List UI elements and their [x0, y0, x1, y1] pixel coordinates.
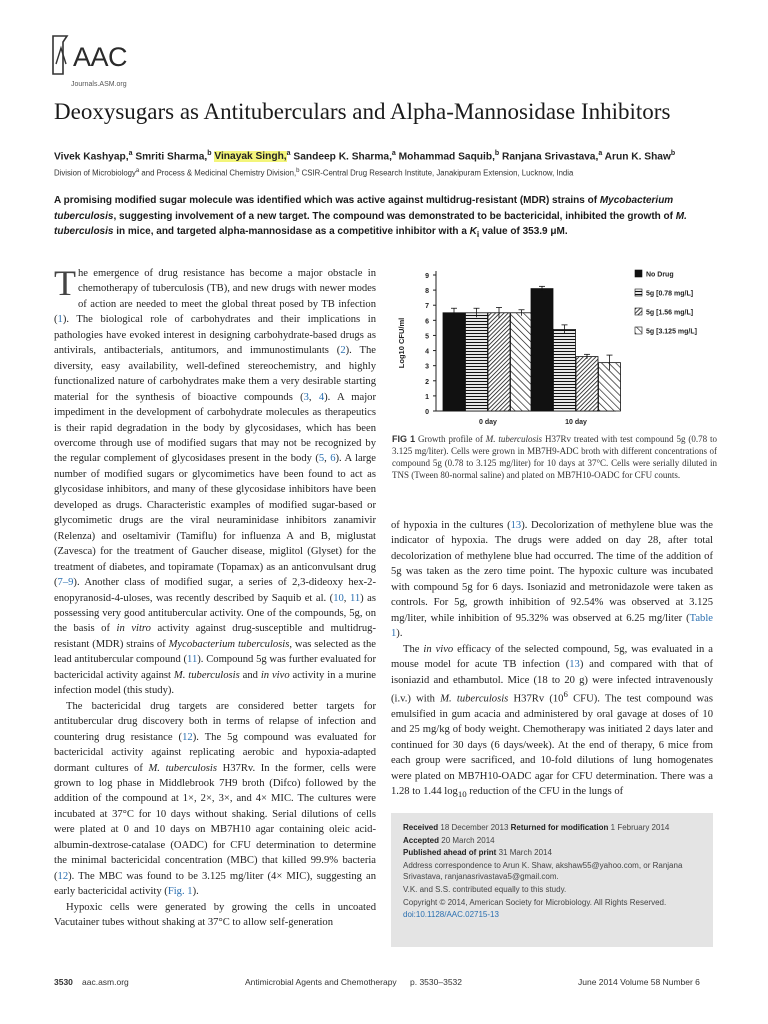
footer-journal: Antimicrobial Agents and Chemotherapy	[245, 977, 397, 987]
legend-label: No Drug	[646, 271, 674, 279]
paragraph: The emergence of drug resistance has become a major obstacle in chemotherapy of tuberculosis (TB), and new drugs with newer modes of action are needed to meet the global threat posed by TB infection (1). The biological role of carbohydrates and their implications in pathologies have evoked interest in designing carbohydrate-based drugs as antivirals, antibacterials, antitumors, and immunostimulants (2). The diversity, easy availability, well-defined stereochemistry, and highly functionalized nature of carbohydrates make them a very desirable starting material for the synthesis of bioactive compounds (3, 4). A major impediment in the development of carbohydrate molecules as therapeutics is their rapid degradation in the body by glycosidases, which has been overcome through use of modified sugars that may not be recognized by the regular complement of glycosidases present in the body (5, 6). A large number of modified sugars or glycomimetics have been found to act as glycosidase inhibitors, and many of these glycosidase inhibitors have been developed as drugs. Characteristic examples of modified sugar-based or glycomimetic drugs are the viral neuraminidase inhibitors zanamivir (Relenza) and oseltamivir (Tamiflu) for influenza A and B, miglustat (Zavesca) for the treatment of Gaucher disease, miglitol (Glyset) for the treatment of diabetes, and topiramate (Topamax) as an anticonvulsant drug (7–9). Another class of modified sugar, a series of 2,3-dideoxy hex-2-enopyranosid-4-uloses, was recently described by Saquib et al. (10, 11) as possessing very good antitubercular activity. One of the compounds, 5g, on the basis of in vitro activity against drug-susceptible and multidrug-resistant (MDR) strains of Mycobacterium tuberculosis, was selected as the lead antitubercular compound (11). Compound 5g was further evaluated for bactericidal activity against M. tuberculosis and in vivo activity in a murine infection model (this study).	[54, 263, 377, 697]
y-tick-label: 8	[425, 288, 429, 296]
ref-link[interactable]: 1	[57, 314, 63, 326]
copyright: Copyright © 2014, American Society for Microbiology. All Rights Reserved.	[403, 897, 667, 907]
ref-link[interactable]: 11	[187, 654, 198, 666]
bar	[443, 313, 465, 411]
abstract: A promising modified sugar molecule was identified which was active against multidrug-resistant (MDR) strains of Mycobacterium tuberculosis, suggesting involvement of a new target. The compound was demonstrated to be bactericidal, inhibited the growth of M. tuberculosis in mice, and targeted alpha-mannosidase as a competitive inhibitor with a $K_i$ value of 353.9 μM.	[54, 195, 687, 239]
ref-link[interactable]: 7–9	[57, 577, 74, 589]
legend-label: 5g [0.78 mg/L]	[646, 290, 694, 298]
paragraph: The in vivo efficacy of the selected compound, 5g, was evaluated in a mouse model for acute TB infection (13) and compared with that of isoniazid and ethambutol. Mice (18 to 20 g) were infected intravenously (i.v.) with M. tuberculosis H37Rv ($10^6$ CFU). The test compound was emulsified in gum acacia and administered by oral gavage at doses of 10 and 25 mg/kg of body weight. Chemotherapy was initiated 2 days later and continued for 30 days (6 days/week). At the end of therapy, 6 mice from each group were sacrificed, and 10-fold dilutions of lung homogenates were plated on MB7H10-OADC agar for CFU determination. There was a 1.28 to 1.44 $\log_{10}$ reduction of the CFU in the lungs of	[391, 643, 713, 800]
drop-cap: T	[54, 263, 76, 303]
x-tick-label: 10 day	[565, 419, 587, 426]
y-tick-label: 1	[425, 393, 429, 401]
footer-issue: June 2014 Volume 58 Number 6	[578, 977, 700, 987]
x-tick-label: 0 day	[479, 419, 497, 426]
ref-link[interactable]: 10	[333, 592, 344, 604]
body-right-column	[391, 518, 713, 801]
y-tick-label: 9	[425, 273, 429, 280]
author: Ranjana Srivastava,	[502, 151, 599, 163]
journal-logo	[51, 34, 133, 90]
y-tick-label: 2	[425, 378, 429, 386]
ref-link[interactable]: 2	[340, 345, 346, 357]
article-title: Deoxysugars as Antituberculars and Alpha-Mannosidase Inhibitors	[54, 99, 671, 124]
author: Mohammad Saquib,	[398, 151, 495, 163]
y-axis-label: Log10 CFU/ml	[397, 317, 406, 369]
y-tick-label: 6	[425, 318, 429, 326]
author: Sandeep K. Sharma,	[293, 151, 392, 163]
legend-swatch	[635, 327, 642, 334]
ref-link[interactable]: 6	[330, 453, 336, 465]
footer-pages: p. 3530–3532	[410, 977, 462, 987]
paragraph: of hypoxia in the cultures (13). Decolorization of methylene blue was the indicator of hypoxia. The drugs were added on day 28, after total decolorization of methylene blue had occurred. The time of the addition of 5g was taken as the zero time point. The hypoxic culture was incubated with compound 5g for 6 days. Isoniazid and metronidazole were taken as controls. For 5g, growth inhibition of 92.54% was observed at 3.125 mg/liter, while inhibition of 95.32% was observed at 6.25 mg/liter (Table 1).	[391, 520, 713, 640]
y-tick-label: 5	[425, 333, 429, 341]
footer-site-link[interactable]: aac.asm.org	[82, 977, 129, 987]
affiliations: Division of Microbiology$^a$ and Process & Medicinal Chemistry Division,$^b$ CSIR-Central Drug Research Institute, Janakipuram Extension, Lucknow, India	[54, 168, 574, 178]
bar	[511, 313, 533, 411]
legend-swatch	[635, 308, 642, 315]
legend-swatch	[635, 289, 642, 296]
body-left-column	[54, 263, 377, 930]
article-info: Received 18 December 2013 Returned for modification 1 February 2014 Accepted 20 March 2014 Published ahead of print 31 March 2014 Address correspondence to Arun K. Shaw, akshaw55@yahoo.com, or Ranjana Srivastava, ranjanasrivastava5@gmail.com. V.K. and S.S. contributed equally to this study. Copyright © 2014, American Society for Microbiology. All Rights Reserved. doi:10.1128/AAC.02715-13	[403, 822, 703, 922]
ref-link[interactable]: 12	[182, 731, 193, 743]
paragraph: Hypoxic cells were generated by growing the cells in uncoated Vacutainer tubes without shaking at 37°C to allow self-generation	[54, 901, 376, 929]
author: Arun K. Shaw	[604, 151, 671, 163]
ref-link[interactable]: 3	[303, 391, 309, 403]
bar	[576, 357, 598, 411]
ref-link[interactable]: 5	[318, 453, 325, 465]
author-highlighted: Vinayak Singh,	[214, 151, 287, 163]
bar	[488, 313, 510, 411]
author: Smriti Sharma,	[135, 151, 208, 163]
growth-profile-chart	[388, 263, 718, 435]
legend-swatch	[635, 270, 642, 277]
aac-logo-mark	[51, 34, 71, 78]
logo-sub: Journals.ASM.org	[71, 81, 127, 88]
table-link[interactable]: Table 1	[391, 612, 713, 640]
paragraph: The bactericidal drug targets are considered better targets for antitubercular drug discovery both in terms of relapse of infection and countering drug resistance (12). The 5g compound was evaluated for bactericidal activity against replicating aerobic and hypoxia-adapted dormant cultures of M. tuberculosis H37Rv. In the former, cells were grown to log phase in Middlebrook 7H9 broth (Difco) followed by the addition of the compound at 1×, 2×, 3×, and 4× MIC. The cultures were incubated at 37°C for 10 days without shaking. Serial dilutions of cells were plated at 0 and 10 days on MB7H10 agar containing oleic acid-albumin-dextrose-catalase (OADC) for CFU determination to determine the minimal bactericidal concentration (MBC) that killed 99.9% bacteria (12). The MBC was found to be 3.125 mg/liter (4× MIC), suggesting an early bactericidal activity (Fig. 1).	[54, 700, 377, 898]
y-tick-label: 0	[425, 409, 429, 416]
bar	[531, 289, 553, 411]
y-tick-label: 7	[425, 303, 429, 311]
bar	[554, 329, 576, 411]
legend-label: 5g [3.125 mg/L]	[646, 328, 697, 336]
ref-link[interactable]: 13	[510, 520, 522, 531]
author-list: Vivek Kashyap,$^a$ Smriti Sharma,$^b$ Vinayak Singh,$^a$ Sandeep K. Sharma,$^a$ Mohammad Saquib,$^b$ Ranjana Srivastava,$^a$ Arun K. Shaw$^b$	[54, 150, 676, 163]
contribution-note: V.K. and S.S. contributed equally to this study.	[403, 884, 567, 894]
figure-caption: FIG 1 Growth profile of M. tuberculosis H37Rv treated with test compound 5g (0.78 to 3.125 mg/liter). Cells were grown in MB7H9-ADC broth with different concentrations of compound 5g (0.78 to 3.125 mg/liter) for 10 days at 37°C. Cells were serially diluted in TNS (Tween 80-normal saline) and plated on MB7H10-OADC for CFU counts.	[392, 434, 717, 480]
ref-link[interactable]: 4	[318, 391, 325, 403]
ref-link[interactable]: 11	[349, 592, 361, 604]
ref-link[interactable]: 12	[57, 870, 69, 882]
y-tick-label: 3	[425, 363, 429, 371]
legend-label: 5g [1.56 mg/L]	[646, 309, 694, 317]
figure-link[interactable]: Fig. 1	[167, 886, 193, 898]
ref-link[interactable]: 13	[569, 659, 580, 671]
y-tick-label: 4	[425, 348, 429, 356]
doi-link[interactable]: doi:10.1128/AAC.02715-13	[403, 910, 499, 920]
logo-text: AAC	[73, 42, 128, 72]
author: Vivek Kashyap,	[54, 151, 129, 163]
footer-page-number: 3530	[54, 977, 73, 987]
correspondence: Address correspondence to Arun K. Shaw, akshaw55@yahoo.com, or Ranjana Srivastava, ranjanasrivastava5@gmail.com.	[403, 860, 683, 882]
bar	[466, 313, 488, 411]
